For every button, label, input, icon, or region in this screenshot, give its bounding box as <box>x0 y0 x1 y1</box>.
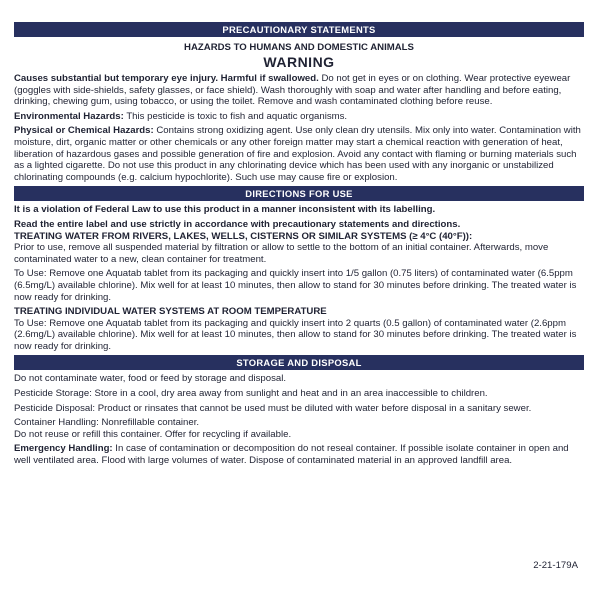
environmental-hazards-paragraph <box>14 111 584 123</box>
environmental-hazards-lead: Environmental Hazards: <box>14 110 124 122</box>
physical-hazards-text: Contains strong oxidizing agent. Use only clean dry utensils. Mix only into water. Contamination with moisture, dirt, organic matter or other chemicals or any other foreign matter may start a chemical reaction with generation of heat, liberation of hazardous gases and possible generation of fire and explosion. Avoid any contact with flaming or burning materials such as a lighted cigarette. Do not use this product in any chlorinating device which has been used with any inorganic or unstabilized chlorinating compounds (e.g. calcium hypochlorite). Such use may cause fire or explosion. <box>14 125 581 183</box>
emergency-handling-text: In case of contamination or decomposition do not reseal container. If possible isolate container in open and well ventilated area. Flood with large volumes of water. Dispose of contaminated material in an approved landfill area. <box>14 443 569 467</box>
treating-rivers-use: To Use: Remove one Aquatab tablet from its packaging and quickly insert into 1/5 gallon (0.75 liters) of contaminated water (6.5ppm (6.5mg/L) available chlorine). Mix well for at least 10 minutes, then allow to stand for 30 minutes before drinking. The treated water is now ready for drinking. <box>14 268 577 303</box>
hazards-heading: HAZARDS TO HUMANS AND DOMESTIC ANIMALS <box>184 42 414 53</box>
no-contaminate-statement: Do not contaminate water, food or feed by storage and disposal. <box>14 373 286 385</box>
treating-room-use: To Use: Remove one Aquatab tablet from its packaging and quickly insert into 2 quarts (0.5 gallon) of contaminated water (2.6ppm (2.6mg/L) available chlorine). Mix well for at least 10 minutes, then allow to stand for 30 minutes before drinking. The treated water is now ready for drinking. <box>14 317 577 352</box>
warning-heading: WARNING <box>263 54 335 70</box>
treating-room-heading: TREATING INDIVIDUAL WATER SYSTEMS AT ROOM TEMPERATURE <box>14 306 327 318</box>
federal-law-statement: It is a violation of Federal Law to use this product in a manner inconsistent with its labelling. <box>14 204 436 216</box>
no-reuse-statement: Do not reuse or refill this container. Offer for recycling if available. <box>14 428 292 440</box>
eye-hazard-text: Do not get in eyes or on clothing. Wear protective eyewear (goggles with side-shields, safety glasses, or face shield). Wash thoroughly with soap and water after handling and before eating, drinking, chewing gum, using tobacco, or using the toilet. Remove and wash contaminated clothing before reuse. <box>14 73 571 108</box>
pesticide-disposal: Pesticide Disposal: Product or rinsates that cannot be used must be diluted with water before disposal in a sanitary sewer. <box>14 402 532 414</box>
physical-hazards-paragraph <box>14 125 584 183</box>
label-code: 2-21-179A <box>533 560 578 571</box>
treating-rivers-heading: TREATING WATER FROM RIVERS, LAKES, WELLS, CISTERNS OR SIMILAR SYSTEMS (≥ 4°C (40°F)): <box>14 230 473 242</box>
emergency-handling-paragraph <box>14 443 584 466</box>
physical-hazards-lead: Physical or Chemical Hazards: <box>14 125 154 137</box>
precautionary-statements-header: PRECAUTIONARY STATEMENTS <box>14 22 584 37</box>
directions-for-use-header: DIRECTIONS FOR USE <box>14 186 584 201</box>
product-label <box>14 22 584 470</box>
read-label-statement: Read the entire label and use strictly in accordance with precautionary statements and directions. <box>14 218 461 230</box>
pesticide-storage: Pesticide Storage: Store in a cool, dry area away from sunlight and heat and in an area inaccessible to children. <box>14 388 488 400</box>
environmental-hazards-text: This pesticide is toxic to fish and aquatic organisms. <box>123 110 348 122</box>
treating-rivers-prior: Prior to use, remove all suspended material by filtration or allow to settle to the bottom of an initial container. Afterwards, move contaminated water to a new, clean container for treatment. <box>14 242 549 265</box>
eye-hazard-paragraph <box>14 73 584 108</box>
emergency-handling-lead: Emergency Handling: <box>14 443 113 455</box>
container-handling: Container Handling: Nonrefillable container. <box>14 417 200 429</box>
storage-and-disposal-header: STORAGE AND DISPOSAL <box>14 355 584 370</box>
eye-hazard-lead: Causes substantial but temporary eye injury. Harmful if swallowed. <box>14 73 319 84</box>
